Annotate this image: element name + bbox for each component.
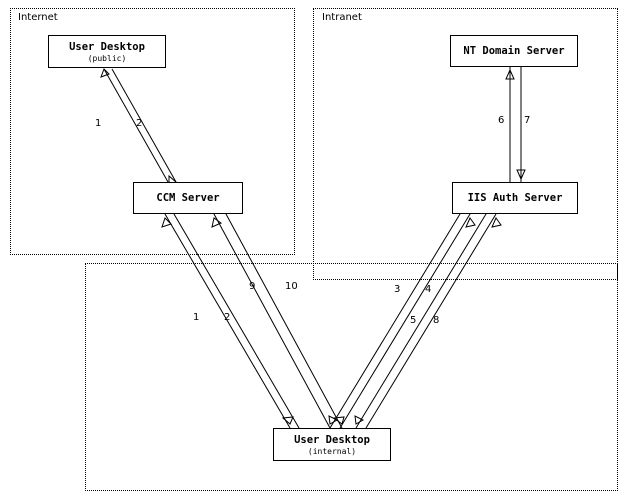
- node-nt-domain-server[interactable]: [450, 35, 578, 67]
- edge-label-9: 9: [249, 281, 256, 292]
- zone-internet-label: Internet: [18, 12, 58, 23]
- edge-label-5: 5: [410, 315, 417, 326]
- edge-label-3: 3: [394, 284, 401, 295]
- node-title: CCM Server: [156, 192, 220, 204]
- edge-label-2-internal: 2: [224, 312, 231, 323]
- node-subtitle: (internal): [307, 446, 357, 456]
- edge-label-1-internal: 1: [193, 312, 200, 323]
- node-title: User Desktop: [69, 40, 145, 53]
- zone-intranet-label: Intranet: [322, 12, 362, 23]
- node-ccm-server[interactable]: [133, 182, 243, 214]
- node-user-desktop-public[interactable]: [48, 35, 166, 68]
- node-title: NT Domain Server: [463, 45, 565, 57]
- node-user-desktop-internal[interactable]: [273, 428, 391, 461]
- edge-label-4: 4: [425, 284, 432, 295]
- node-subtitle: (public): [87, 53, 127, 63]
- node-title: User Desktop: [294, 433, 370, 446]
- edge-label-1-public: 1: [95, 118, 102, 129]
- edge-label-2-public: 2: [136, 118, 143, 129]
- edge-label-10: 10: [285, 281, 298, 292]
- edge-label-8: 8: [433, 315, 440, 326]
- node-iis-auth-server[interactable]: [452, 182, 578, 214]
- edge-label-6: 6: [498, 115, 505, 126]
- node-title: IIS Auth Server: [467, 192, 563, 204]
- edge-label-7: 7: [524, 115, 531, 126]
